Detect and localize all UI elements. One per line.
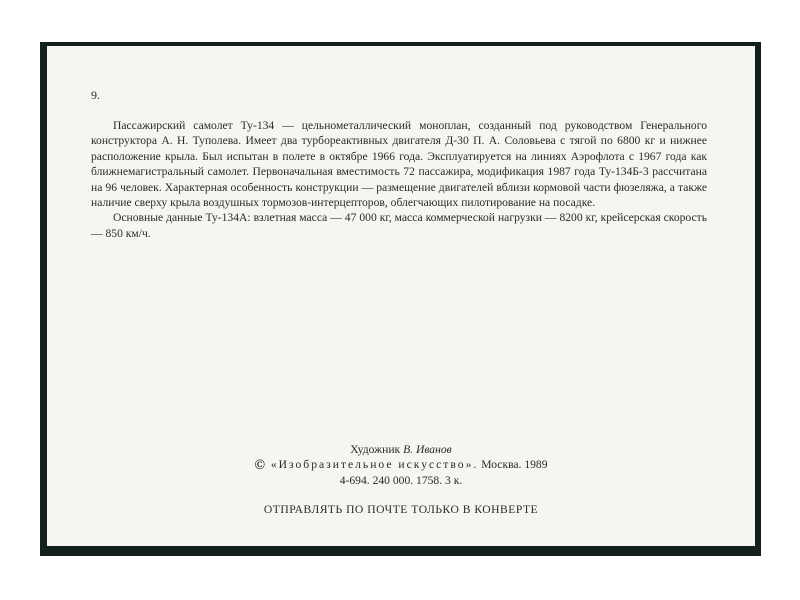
publisher-name: «Изобразительное искусство». xyxy=(270,458,479,471)
mailing-note: ОТПРАВЛЯТЬ ПО ПОЧТЕ ТОЛЬКО В КОНВЕРТЕ xyxy=(263,503,539,516)
artist-label: Художник xyxy=(350,443,401,456)
colophon xyxy=(47,442,755,517)
city-year: Москва. 1989 xyxy=(481,458,548,471)
page-number: 9. xyxy=(91,88,100,102)
description-paragraph-specs: Основные данные Ту-134А: взлетная масса — 47 000 кг, масса коммерческой нагрузки — 8200 кг, крейсерская скорость — 850 км/ч. xyxy=(91,211,707,240)
postcard-back xyxy=(47,46,755,546)
copyright-icon: © xyxy=(254,458,265,473)
artist-name: В. Иванов xyxy=(403,443,452,456)
aircraft-description xyxy=(91,118,707,241)
description-paragraph-main: Пассажирский самолет Ту-134 — цельнометаллический моноплан, созданный под руководством Генерального конструктора А. Н. Туполева. Имеет два турбореактивных двигателя Д-30 П. А. Соловьева с тягой по 6800 кг и нижнее расположение крыла. Был испытан в полете в октябре 1966 года. Эксплуатируется на линиях Аэрофлота с 1967 года как ближнемагистральный самолет. Первоначальная вместимость 72 пассажира, модификация 1987 года Ту-134Б-3 рассчитана на 96 человек. Характерная особенность конструкции — размещение двигателей вблизи кормовой части фюзеляжа, а также наличие сверху крыла воздушных тормозов-интерцепторов, облегчающих пилотирование на посадке. xyxy=(91,119,707,210)
print-info: 4-694. 240 000. 1758. 3 к. xyxy=(339,474,463,487)
artist-credit xyxy=(47,442,755,457)
publisher-line xyxy=(47,457,755,473)
